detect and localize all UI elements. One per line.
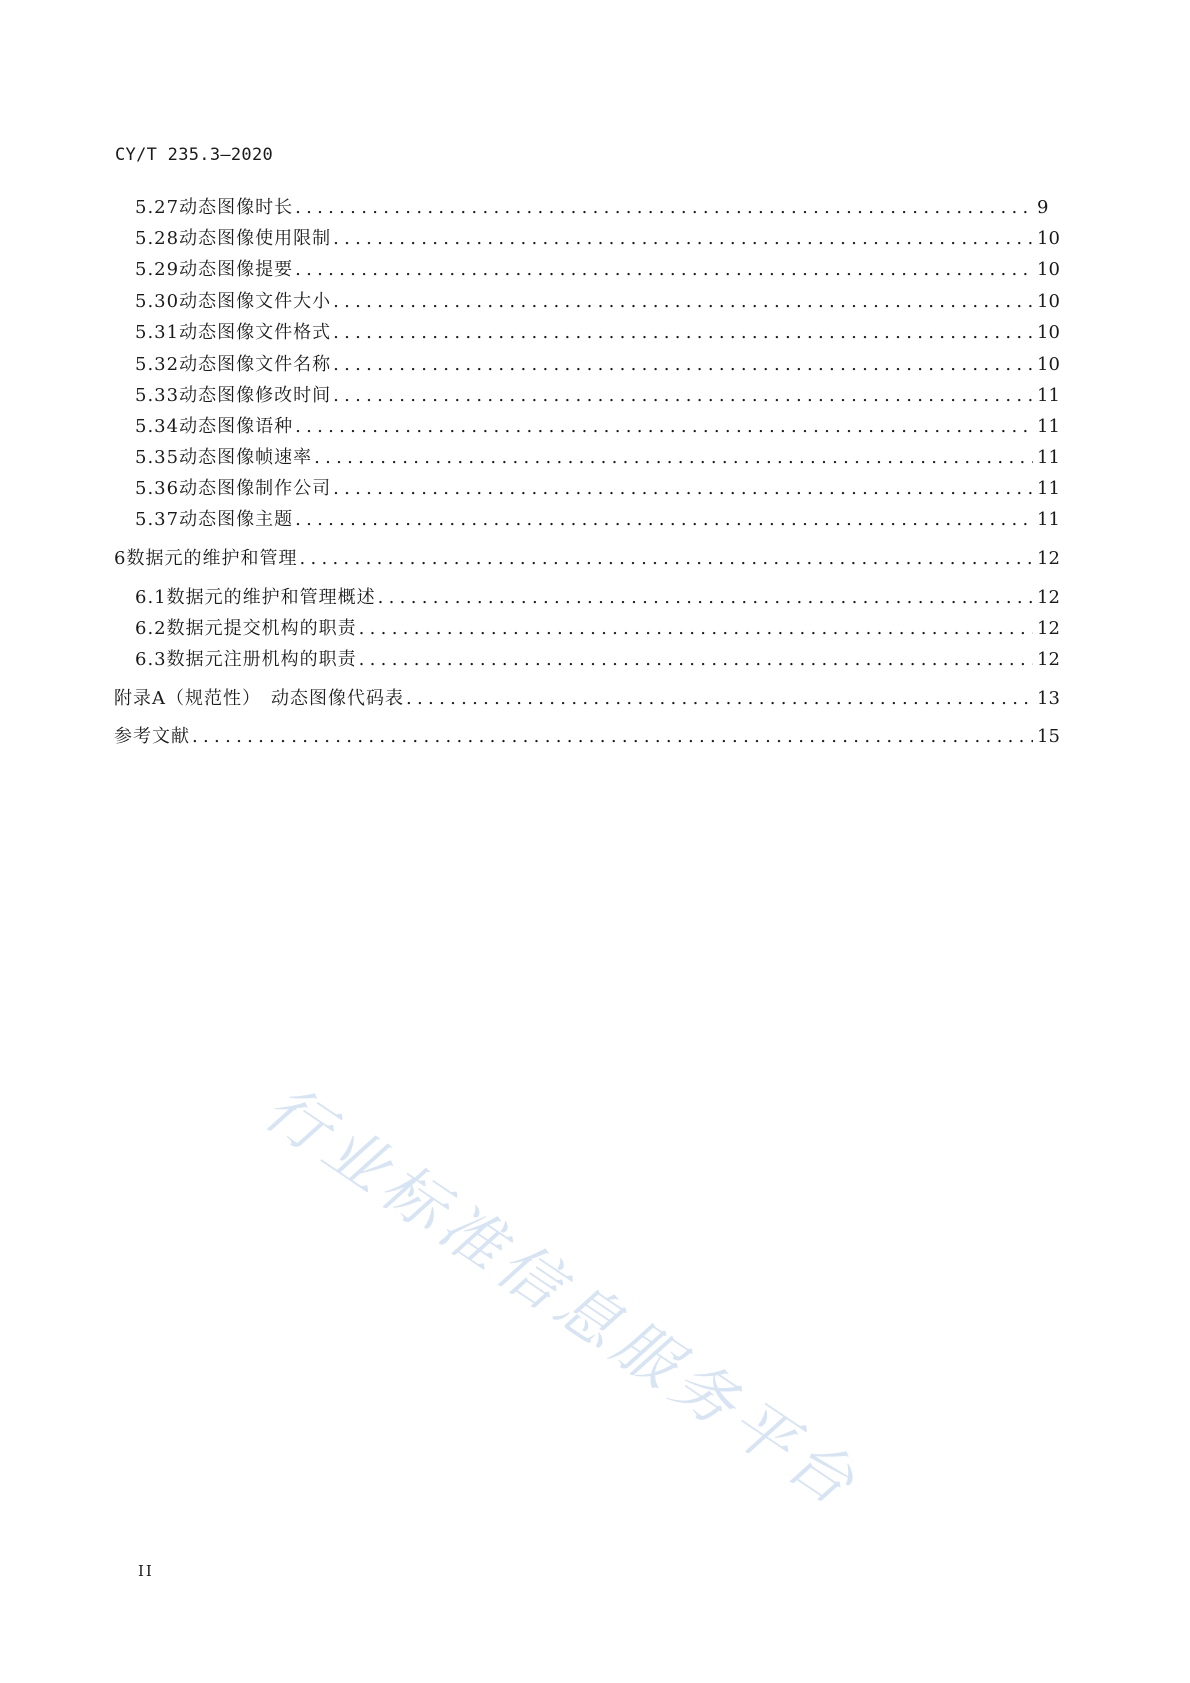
toc-entry-number: 5.37 xyxy=(135,509,180,530)
toc-entry-page: 15 xyxy=(1037,726,1060,747)
toc-entry-5-28[interactable] xyxy=(135,227,1060,251)
toc-entry-5-36[interactable] xyxy=(135,477,1060,501)
toc-entry-title: 动态图像文件大小 xyxy=(179,291,332,312)
toc-entry-number: 5.36 xyxy=(135,478,180,499)
toc-entry-title: 参考文献 xyxy=(114,726,190,747)
toc-entry-6[interactable] xyxy=(114,547,1060,571)
toc-entry-number: 6.1 xyxy=(135,587,167,608)
toc-leader-dots xyxy=(295,258,1033,282)
toc-entry-5-32[interactable] xyxy=(135,353,1060,377)
toc-leader-dots xyxy=(406,687,1033,711)
toc-entry-page: 12 xyxy=(1037,649,1060,670)
toc-entry-title: 动态图像文件格式 xyxy=(179,322,332,343)
toc-entry-title: 数据元注册机构的职责 xyxy=(166,649,357,670)
toc-entry-title: 动态图像使用限制 xyxy=(179,228,332,249)
toc-leader-dots xyxy=(333,353,1033,377)
toc-leader-dots xyxy=(314,446,1033,470)
toc-entry-number: 6.3 xyxy=(135,649,167,670)
toc-entry-number: 附录A xyxy=(114,688,166,709)
toc-leader-dots xyxy=(333,321,1033,345)
toc-entry-title: 动态图像语种 xyxy=(179,416,294,437)
toc-entry-number: 5.33 xyxy=(135,385,180,406)
toc-entry-page: 11 xyxy=(1037,447,1060,468)
toc-leader-dots xyxy=(359,648,1033,672)
watermark-text: 行业标准信息服务平台 xyxy=(251,1070,874,1523)
toc-leader-dots xyxy=(333,384,1033,408)
toc-leader-dots xyxy=(359,617,1033,641)
toc-entry-page: 10 xyxy=(1037,322,1060,343)
toc-entry-number: 5.30 xyxy=(135,291,180,312)
toc-entry-5-34[interactable] xyxy=(135,415,1060,439)
toc-entry-number: 5.28 xyxy=(135,228,180,249)
toc-entry-5-31[interactable] xyxy=(135,321,1060,345)
toc-entry-number: 6 xyxy=(114,548,127,569)
toc-entry-title: 动态图像制作公司 xyxy=(179,478,332,499)
toc-entry-5-29[interactable] xyxy=(135,258,1060,282)
toc-leader-dots xyxy=(295,508,1033,532)
toc-entry-page: 9 xyxy=(1037,197,1049,218)
toc-entry-6-2[interactable] xyxy=(135,617,1060,641)
toc-entry-title: 数据元的维护和管理 xyxy=(126,548,298,569)
toc-entry-references[interactable] xyxy=(114,725,1060,749)
toc-leader-dots xyxy=(333,227,1033,251)
toc-entry-number: 5.31 xyxy=(135,322,180,343)
toc-entry-title: 数据元的维护和管理概述 xyxy=(166,587,376,608)
toc-entry-6-1[interactable] xyxy=(135,586,1060,610)
toc-leader-dots xyxy=(192,725,1033,749)
toc-entry-page: 13 xyxy=(1037,688,1060,709)
toc-entry-page: 10 xyxy=(1037,291,1060,312)
toc-leader-dots xyxy=(295,196,1033,220)
toc-entry-appendix-a[interactable] xyxy=(114,687,1060,711)
toc-entry-page: 11 xyxy=(1037,385,1060,406)
toc-entry-title: 数据元提交机构的职责 xyxy=(166,618,357,639)
toc-entry-5-27[interactable] xyxy=(135,196,1047,220)
toc-entry-5-35[interactable] xyxy=(135,446,1060,470)
toc-leader-dots xyxy=(378,586,1033,610)
document-code-header: CY/T 235.3—2020 xyxy=(115,145,274,165)
toc-entry-number: 5.34 xyxy=(135,416,180,437)
toc-entry-number: 5.29 xyxy=(135,259,180,280)
toc-entry-title: 动态图像文件名称 xyxy=(179,354,332,375)
toc-leader-dots xyxy=(299,547,1033,571)
toc-entry-page: 11 xyxy=(1037,478,1060,499)
toc-entry-title: 动态图像提要 xyxy=(179,259,294,280)
toc-entry-number: 5.32 xyxy=(135,354,180,375)
toc-entry-5-30[interactable] xyxy=(135,290,1060,314)
toc-entry-page: 12 xyxy=(1037,618,1060,639)
toc-leader-dots xyxy=(295,415,1033,439)
toc-entry-page: 11 xyxy=(1037,416,1060,437)
toc-entry-title: （规范性） 动态图像代码表 xyxy=(166,688,404,709)
toc-entry-number: 6.2 xyxy=(135,618,167,639)
toc-entry-page: 12 xyxy=(1037,587,1060,608)
toc-leader-dots xyxy=(333,290,1033,314)
page-number-footer: II xyxy=(138,1562,154,1580)
toc-entry-title: 动态图像帧速率 xyxy=(179,447,313,468)
toc-entry-number: 5.35 xyxy=(135,447,180,468)
toc-entry-page: 10 xyxy=(1037,259,1060,280)
toc-entry-page: 10 xyxy=(1037,354,1060,375)
toc-leader-dots xyxy=(333,477,1033,501)
toc-entry-title: 动态图像主题 xyxy=(179,509,294,530)
toc-entry-5-37[interactable] xyxy=(135,508,1060,532)
toc-entry-title: 动态图像时长 xyxy=(179,197,294,218)
toc-entry-page: 12 xyxy=(1037,548,1060,569)
toc-entry-title: 动态图像修改时间 xyxy=(179,385,332,406)
toc-entry-page: 10 xyxy=(1037,228,1060,249)
toc-entry-page: 11 xyxy=(1037,509,1060,530)
toc-entry-5-33[interactable] xyxy=(135,384,1060,408)
toc-entry-number: 5.27 xyxy=(135,197,180,218)
toc-entry-6-3[interactable] xyxy=(135,648,1060,672)
